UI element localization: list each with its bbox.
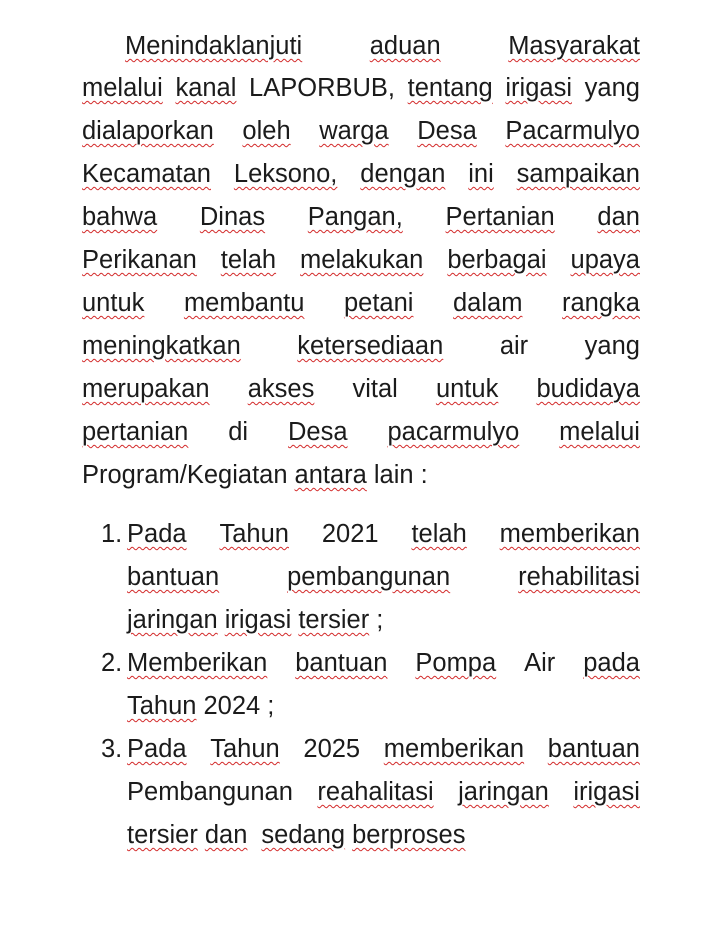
word: Memberikan [127, 649, 268, 677]
word: meningkatkan [82, 332, 241, 360]
word: berbagai [447, 246, 547, 274]
word: dan [204, 821, 248, 849]
word: Pembangunan [127, 778, 293, 806]
word: Masyarakat [508, 32, 640, 60]
list-item-line [127, 731, 640, 767]
word: Desa [417, 117, 477, 145]
list-number: 2. [101, 649, 123, 677]
word: pembangunan [287, 563, 451, 591]
list-item-line [127, 688, 274, 724]
word: untuk [82, 289, 145, 317]
word: yang [584, 332, 640, 360]
word: reahalitasi [317, 778, 434, 806]
word: bantuan [547, 735, 640, 763]
word: memberikan [499, 520, 640, 548]
word: pacarmulyo [387, 418, 520, 446]
word: melakukan [300, 246, 424, 274]
word: 2025 [303, 735, 361, 763]
word: bantuan [295, 649, 388, 677]
word: irigasi [505, 74, 572, 102]
word: ketersediaan [297, 332, 444, 360]
list-item-line [127, 516, 640, 552]
word: irigasi [224, 606, 292, 634]
word: membantu [183, 289, 305, 317]
word: irigasi [573, 778, 640, 806]
word: merupakan [82, 375, 210, 403]
word: air [499, 332, 529, 360]
word: rangka [562, 289, 640, 317]
word: Pada [127, 520, 187, 548]
word: Pacarmulyo [505, 117, 640, 145]
word: pertanian [82, 418, 189, 446]
word: untuk [435, 375, 499, 403]
word: berproses [352, 821, 466, 849]
list-item-line [127, 774, 640, 810]
word: Tahun [127, 692, 197, 720]
word: sampaikan [516, 160, 640, 188]
word: tersier [298, 606, 370, 634]
word: dan [597, 203, 640, 231]
word: 2024 [203, 692, 261, 720]
paragraph-line [82, 199, 640, 235]
word: kanal [175, 74, 237, 102]
word: Leksono, [233, 160, 338, 188]
word: bantuan [127, 563, 220, 591]
paragraph-line [82, 371, 640, 407]
paragraph-line [82, 156, 640, 192]
word: dengan [360, 160, 446, 188]
word: melalui [82, 74, 163, 102]
word: dalam [453, 289, 523, 317]
word: melalui [559, 418, 640, 446]
list-number: 3. [101, 735, 123, 763]
word: warga [319, 117, 389, 145]
list-item-line [127, 645, 640, 681]
word: oleh [242, 117, 291, 145]
word: aduan [369, 32, 441, 60]
list-item-line [127, 559, 640, 595]
word: petani [343, 289, 414, 317]
word: Tahun [210, 735, 280, 763]
list-item-line [127, 817, 465, 853]
word: Perikanan [82, 246, 197, 274]
paragraph-line [125, 28, 640, 64]
word: di [228, 418, 249, 446]
paragraph-line [82, 414, 640, 450]
paragraph-line [82, 285, 640, 321]
word: telah [411, 520, 467, 548]
word: jaringan [127, 606, 218, 634]
word: ini [468, 160, 494, 188]
word: rehabilitasi [518, 563, 640, 591]
word: akses [247, 375, 315, 403]
word: lain [373, 461, 414, 489]
word: Air [524, 649, 556, 677]
word: Kecamatan [82, 160, 211, 188]
word: 2021 [321, 520, 379, 548]
word: upaya [570, 246, 640, 274]
word: Program/Kegiatan [82, 461, 288, 489]
word: ; [267, 692, 275, 720]
word: sedang [261, 821, 346, 849]
list-number: 1. [101, 520, 123, 548]
word: antara [294, 461, 367, 489]
word: Pertanian [445, 203, 555, 231]
word: LAPORBUB, [249, 74, 396, 102]
word: Pangan, [307, 203, 403, 231]
word: Tahun [219, 520, 289, 548]
word: jaringan [458, 778, 549, 806]
paragraph-line [82, 457, 428, 493]
word: : [420, 461, 428, 489]
word: tentang [407, 74, 493, 102]
list-item-line [127, 602, 383, 638]
word: Dinas [199, 203, 266, 231]
word: Desa [288, 418, 348, 446]
paragraph-line [82, 328, 640, 364]
word: memberikan [383, 735, 525, 763]
word: yang [584, 74, 640, 102]
word: budidaya [536, 375, 640, 403]
word: telah [220, 246, 277, 274]
word: Pompa [415, 649, 497, 677]
paragraph-line [82, 113, 640, 149]
word: tersier [127, 821, 198, 849]
paragraph-line [82, 242, 640, 278]
word: Menindaklanjuti [125, 32, 303, 60]
word: dialaporkan [82, 117, 214, 145]
word: pada [583, 649, 640, 677]
word: Pada [127, 735, 187, 763]
paragraph-line [82, 70, 640, 106]
word: bahwa [82, 203, 158, 231]
word: ; [376, 606, 384, 634]
word: vital [352, 375, 398, 403]
